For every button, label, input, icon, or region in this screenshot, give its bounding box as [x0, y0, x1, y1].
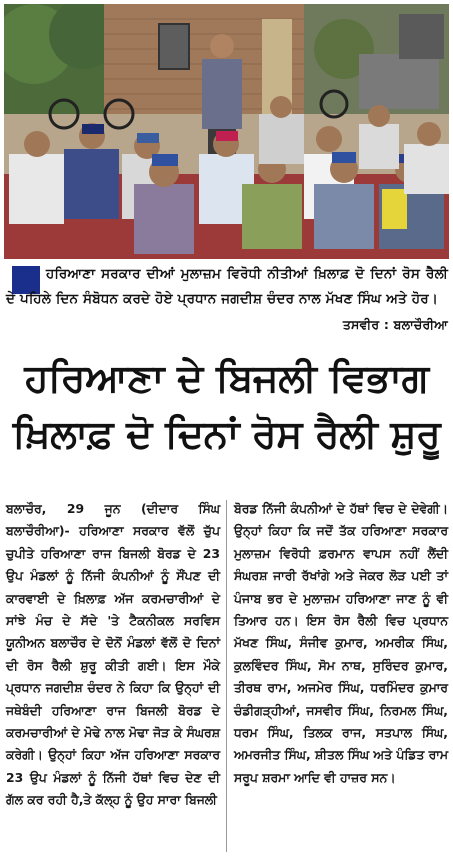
article-column-left: ਬਲਾਚੌਰ, 29 ਜੂਨ (ਦੀਦਾਰ ਸਿੰਘ ਬਲਾਚੌਰੀਆ)- ਹਰਿਆਣਾ ਸਰਕਾਰ ਵੱਲੋਂ ਚੁੱਪ ਚੁਪੀਤੇ ਹਰਿਆਣਾ ਰਾਜ ਬਿਜਲੀ ਬੋਰਡ ਦੇ 23 ਉਪ ਮੰਡਲਾਂ ਨੂੰ ਨਿੱਜੀ ਕੰਪਨੀਆਂ ਨੂੰ ਸੌਂਪਣ ਦੀ ਕਾਰਵਾਈ ਦੇ ਖ਼ਿਲਾਫ਼ ਅੱਜ ਕਰਮਚਾਰੀਆਂ ਦੇ ਸਾਂਝੇ ਮੰਚ ਦੇ ਸੱਦੇ 'ਤੇ ਟੈਕਨੀਕਲ ਸਰਵਿਸ ਯੂਨੀਅਨ ਬਲਾਚੌਰ ਦੇ ਦੋਨੋਂ ਮੰਡਲਾਂ ਵੱਲੋਂ ਦੋ ਦਿਨਾਂ ਦੀ ਰੋਸ ਰੈਲੀ ਸ਼ੁਰੂ ਕੀਤੀ ਗਈ। ਇਸ ਮੌਕੇ ਪ੍ਰਧਾਨ ਜਗਦੀਸ਼ ਚੰਦਰ ਨੇ ਕਿਹਾ ਕਿ ਉਨ੍ਹਾਂ ਦੀ ਜਥੇਬੰਦੀ ਹਰਿਆਣਾ ਰਾਜ ਬਿਜਲੀ ਬੋਰਡ ਦੇ ਕਰਮਚਾਰੀਆਂ ਦੇ ਮੋਢੇ ਨਾਲ ਮੋਢਾ ਜੋੜ ਕੇ ਸੰਘਰਸ਼ ਕਰੇਗੀ। ਉਨ੍ਹਾਂ ਕਿਹਾ ਅੱਜ ਹਰਿਆਣਾ ਸਰਕਾਰ 23 ਉਪ ਮੰਡਲਾਂ ਨੂੰ ਨਿੱਜੀ ਹੱਥਾਂ ਵਿਚ ਦੇਣ ਦੀ ਗੱਲ ਕਰ ਰਹੀ ਹੈ,ਤੇ ਕੱਲ੍ਹ ਨੂੰ ਉਹ ਸਾਰਾ ਬਿਜਲੀ: [6, 501, 220, 808]
rally-photo: [4, 4, 449, 259]
article-column-right: ਬੋਰਡ ਨਿੱਜੀ ਕੰਪਨੀਆਂ ਦੇ ਹੱਥਾਂ ਵਿਚ ਦੇ ਦੇਵੇਗੀ। ਉਨ੍ਹਾਂ ਕਿਹਾ ਕਿ ਜਦੋਂ ਤੱਕ ਹਰਿਆਣਾ ਸਰਕਾਰ ਮੁਲਾਜ਼ਮ ਵਿਰੋਧੀ ਫ਼ਰਮਾਨ ਵਾਪਸ ਨਹੀਂ ਲੈਂਦੀ ਸੰਘਰਸ਼ ਜਾਰੀ ਰੱਖਾਂਗੇ ਅਤੇ ਜੇਕਰ ਲੋੜ ਪਈ ਤਾਂ ਪੰਜਾਬ ਭਰ ਦੇ ਮੁਲਾਜ਼ਮ ਹਰਿਆਣਾ ਜਾਣ ਨੂੰ ਵੀ ਤਿਆਰ ਹਨ। ਇਸ ਰੋਸ ਰੈਲੀ ਵਿਚ ਪ੍ਰਧਾਨ ਮੱਖਣ ਸਿੰਘ, ਸੰਜੀਵ ਕੁਮਾਰ, ਅਮਰੀਕ ਸਿੰਘ, ਕੁਲਵਿੰਦਰ ਸਿੰਘ, ਸੋਮ ਨਾਥ, ਸੁਰਿੰਦਰ ਕੁਮਾਰ, ਤੀਰਥ ਰਾਮ, ਅਜਮੇਰ ਸਿੰਘ, ਧਰਮਿੰਦਰ ਕੁਮਾਰ ਚੰਡੀਗੜ੍ਹੀਆਂ, ਜਸਵੀਰ ਸਿੰਘ, ਨਿਰਮਲ ਸਿੰਘ, ਧਰਮ ਸਿੰਘ, ਤਿਲਕ ਰਾਜ, ਸਤਪਾਲ ਸਿੰਘ, ਅਮਰਜੀਤ ਸਿੰਘ, ਸ਼ੀਤਲ ਸਿੰਘ ਅਤੇ ਪੰਡਿਤ ਰਾਮ ਸਰੂਪ ਸ਼ਰਮਾ ਆਦਿ ਵੀ ਹਾਜ਼ਰ ਸਨ।: [234, 501, 448, 785]
photo-caption: [6, 262, 448, 340]
headline-line-1: ਹਰਿਆਣਾ ਦੇ ਬਿਜਲੀ ਵਿਭਾਗ: [24, 356, 429, 400]
headline-line-2: ਖ਼ਿਲਾਫ਼ ਦੋ ਦਿਨਾਂ ਰੋਸ ਰੈਲੀ ਸ਼ੁਰੂ: [12, 412, 441, 456]
headline: [0, 350, 453, 462]
rally-photo-illustration: [4, 4, 449, 259]
photo-credit: ਤਸਵੀਰ : ਬਲਾਚੌਰੀਆ: [342, 317, 448, 332]
column-divider: [226, 500, 227, 852]
caption-text: ਹਰਿਆਣਾ ਸਰਕਾਰ ਦੀਆਂ ਮੁਲਾਜ਼ਮ ਵਿਰੋਧੀ ਨੀਤੀਆਂ ਖ਼ਿਲਾਫ਼ ਦੋ ਦਿਨਾਂ ਰੋਸ ਰੈਲੀ ਦੇ ਪਹਿਲੇ ਦਿਨ ਸੰਬੋਧਨ ਕਰਦੇ ਹੋਏ ਪ੍ਰਧਾਨ ਜਗਦੀਸ਼ ਚੰਦਰ ਨਾਲ ਮੱਖਣ ਸਿੰਘ ਅਤੇ ਹੋਰ।: [6, 266, 448, 307]
article-body: [6, 498, 447, 856]
